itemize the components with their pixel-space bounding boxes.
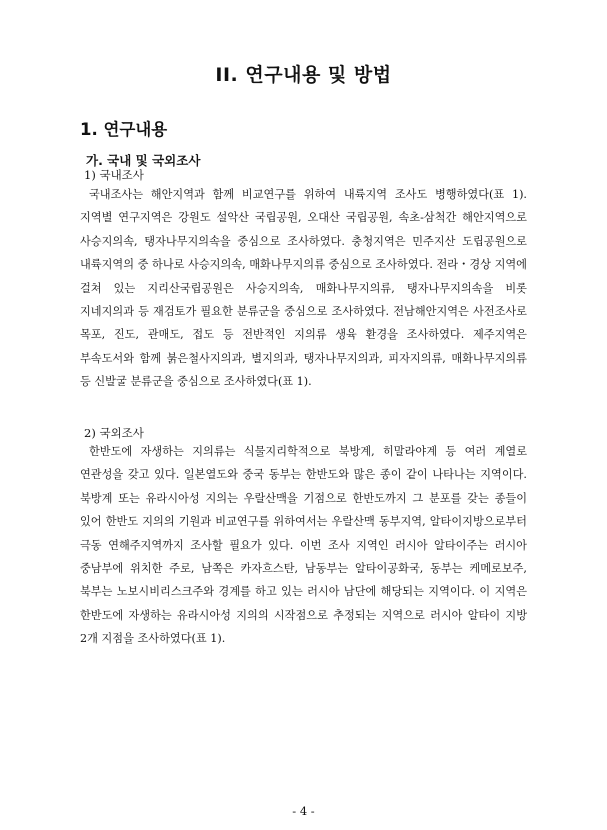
section-title: 1. 연구내용: [80, 120, 168, 139]
page-number: - 4 -: [292, 804, 315, 818]
chapter-title: II. 연구내용 및 방법: [215, 64, 392, 86]
foreign-survey-paragraph: 한반도에 자생하는 지의류는 식물지리학적으로 북방계, 히말라야계 등 여러 계열로 연관성을 갖고 있다. 일본열도와 중국 동부는 한반도와 많은 종이 같이 나타나는 지역이다. 북방계 또는 유라시아성 지의는 우랄산맥을 기점으로 한반도까지 그 분포를 갖는 종들이 있어 한반도 지의의 기원과 비교연구를 위하여서는 우랄산맥 동부지역, 알타이지방으로부터 극동 연해주지역까지 조사할 필요가 있다. 이번 조사 지역인 러시아 알타이주는 러시아 중남부에 위치한 주로, 남쪽은 카자흐스탄, 남동부는 알타이공화국, 동부는 케메로보주, 북부는 노보시비리스크주와 경계를 하고 있는 러시아 남단에 해당되는 지역이다. 이 지역은 한반도에 자생하는 유라시아성 지의의 시작점으로 추정되는 지역으로 러시아 알타이 지방 2개 지점을 조사하였다(표 1).: [80, 445, 527, 646]
subsection-title: 가. 국내 및 국외조사: [86, 153, 201, 168]
foreign-survey-heading: 2) 국외조사: [84, 426, 144, 440]
domestic-survey-paragraph: 국내조사는 해안지역과 함께 비교연구를 위하여 내륙지역 조사도 병행하였다(표 1). 지역별 연구지역은 강원도 설악산 국립공원, 오대산 국립공원, 속초-삼척간 해안지역으로 사승지의속, 탱자나무지의속을 중심으로 조사하였다. 충청지역은 민주지산 도립공원으로 내륙지역의 중 하나로 사승지의속, 매화나무지의류 중심으로 조사하였다. 전라・경상 지역에 걸쳐 있는 지리산국립공원은 사승지의속, 매화나무지의류, 탱자나무지의속을 비롯 지네지의과 등 재검토가 필요한 분류군을 중심으로 조사하였다. 전남해안지역은 사전조사로 목포, 진도, 관매도, 접도 등 전반적인 지의류 생육 환경을 조사하였다. 제주지역은 부속도서와 함께 붉은철사지의과, 별지의과, 탱자나무지의과, 피자지의류, 매화나무지의류 등 신발굴 분류군을 중심으로 조사하였다(표 1).: [80, 188, 527, 389]
domestic-survey-heading: 1) 국내조사: [84, 168, 144, 182]
